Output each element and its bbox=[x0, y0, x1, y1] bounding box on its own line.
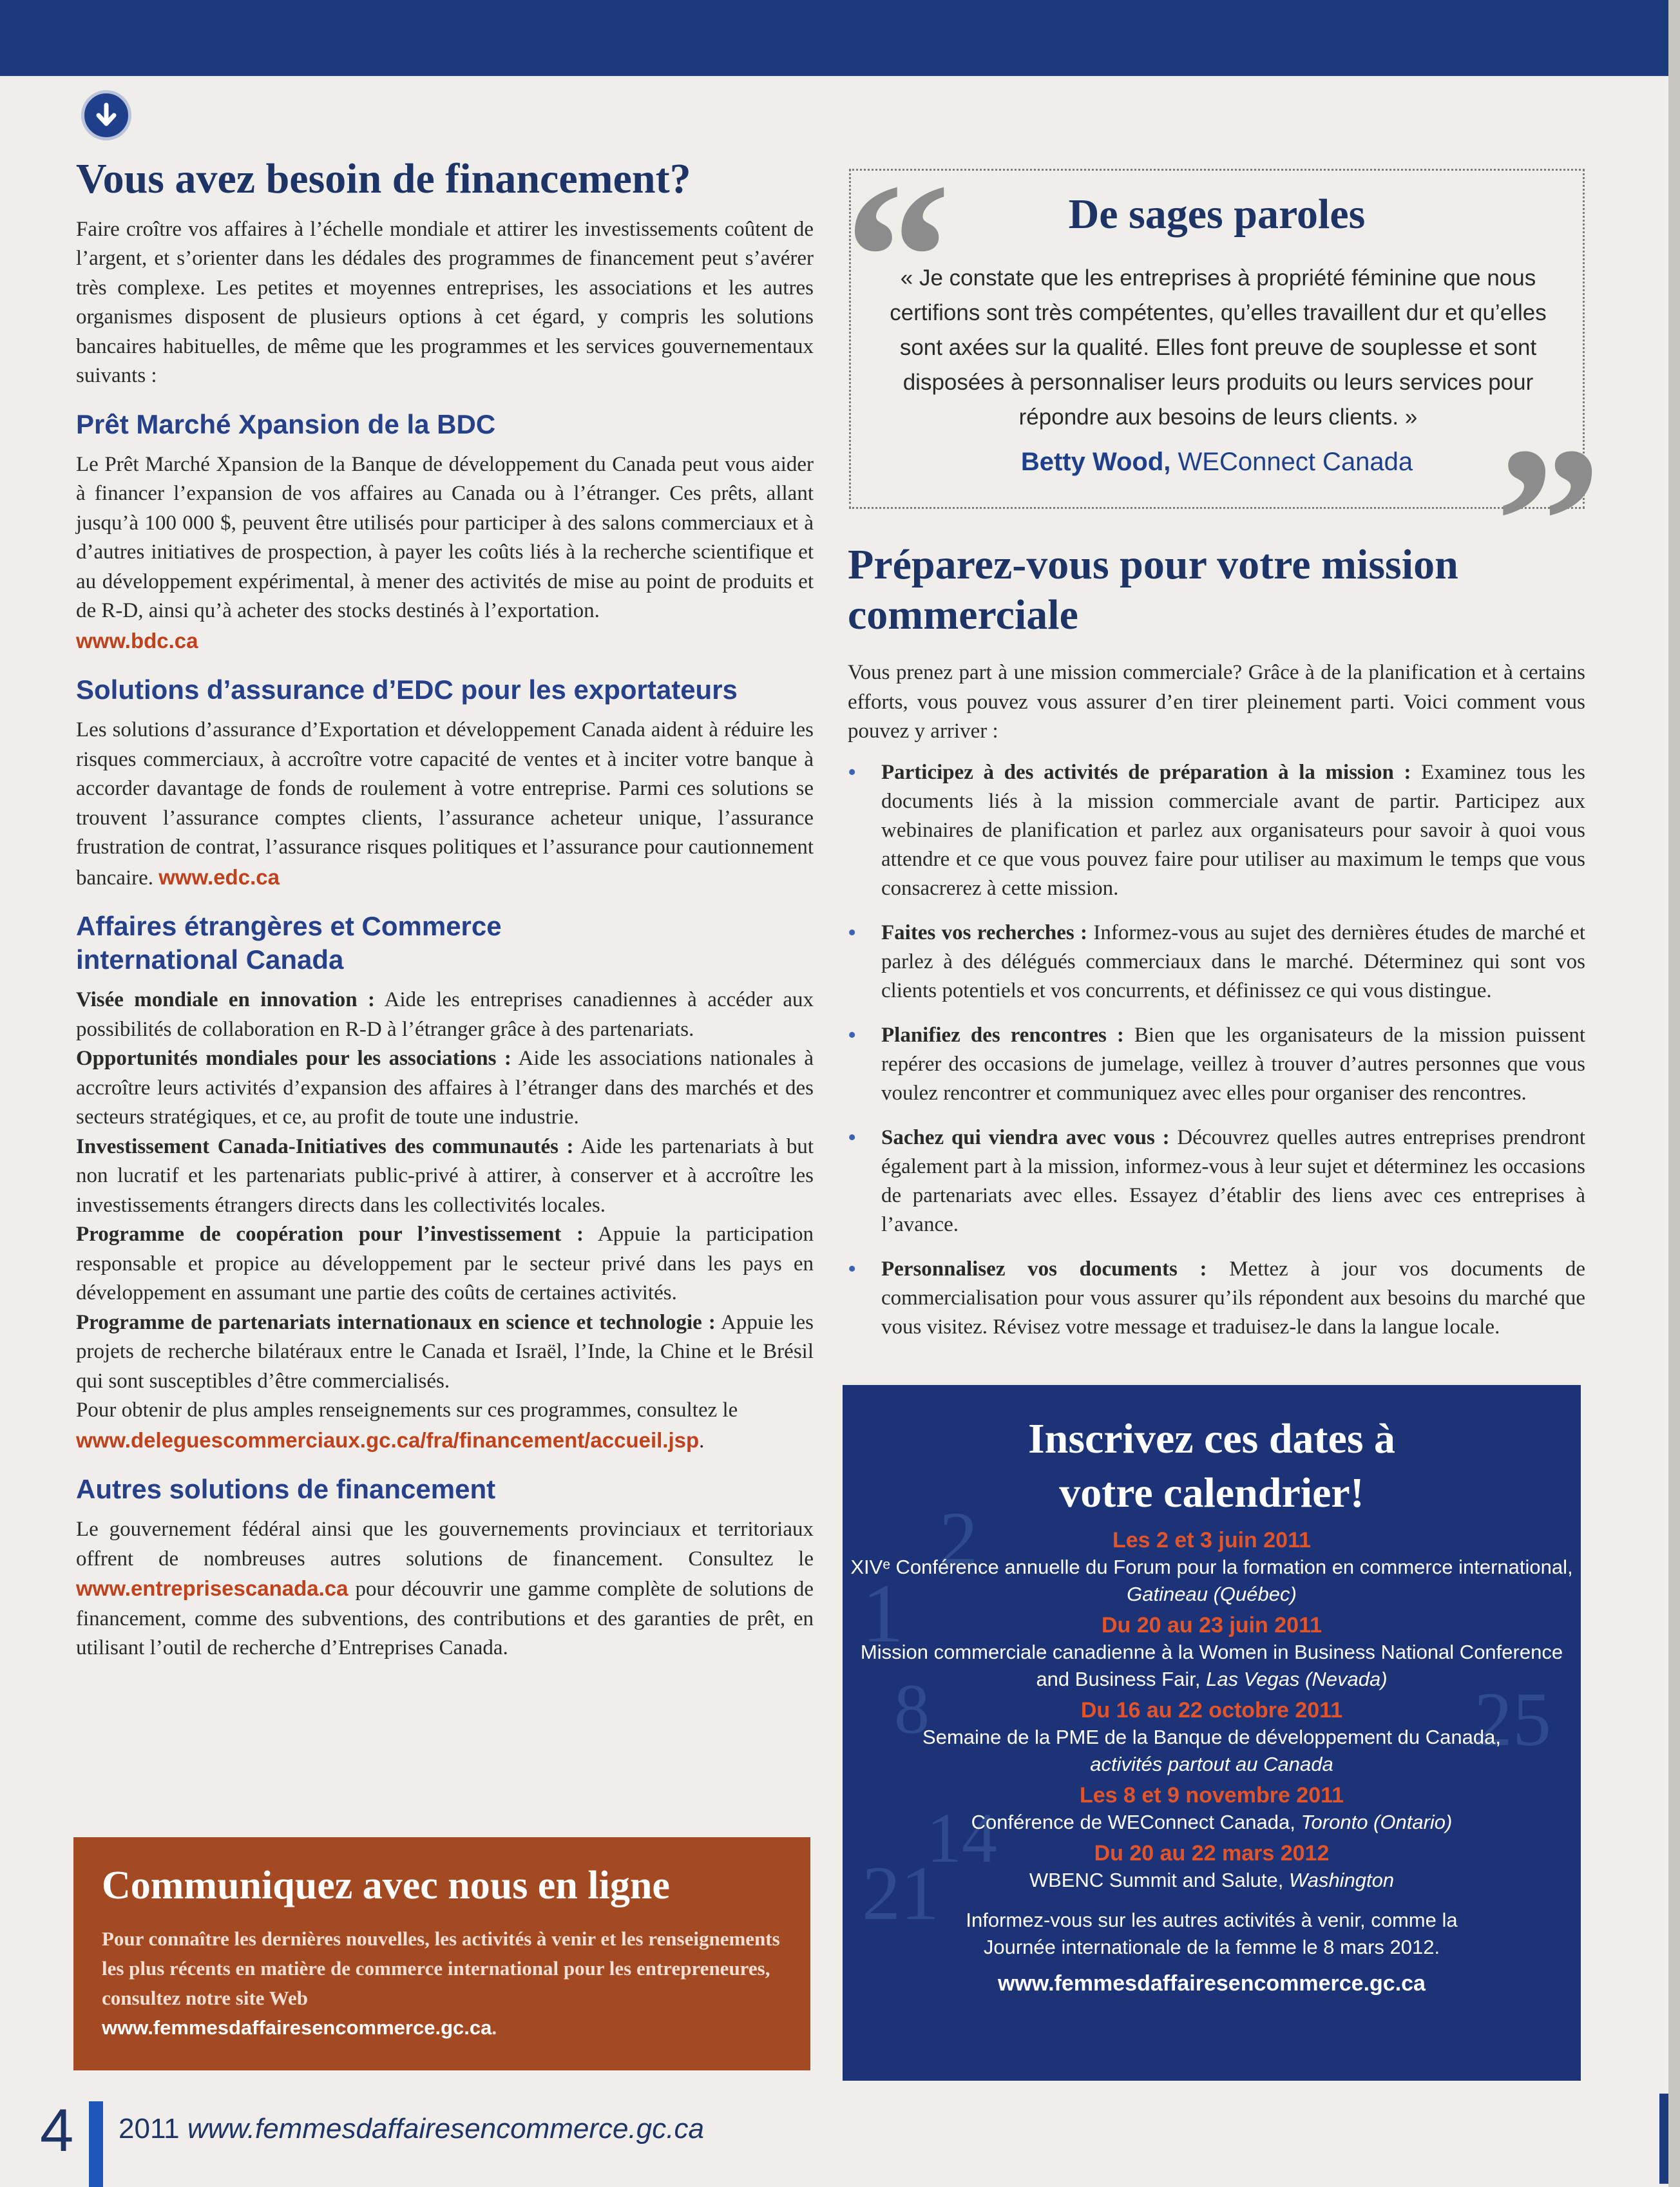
program-item: Investissement Canada-Initiatives des communautés : Aide les partenariats à but non lucratif et les partenariats public-privé à attirer, à conserver et à accroître les investissements étrangers directs dans les collectivités locales. bbox=[76, 1134, 814, 1217]
event-date: Du 16 au 22 octobre 2011 bbox=[1080, 1698, 1343, 1723]
program-item: Programme de partenariats internationaux en science et technologie : Appuie les projets de recherche bilatéraux entre le Canada et Israël, l’Inde, la Chine et le Brésil qui sont susceptibles d’être commercialisés. bbox=[76, 1310, 814, 1393]
financing-title: Vous avez besoin de financement? bbox=[76, 155, 691, 202]
open-quote-mark: “ bbox=[845, 140, 951, 375]
financing-intro: Faire croître vos affaires à l’échelle mondiale et attirer les investissements coûtent de l’argent, et s’orienter dans les dédales des programmes de financement peut s’avérer très complexe. Les petites et moyennes entreprises, les associations et les autres organismes disposent de plusieurs options à cet égard, y compris les solutions bancaires habituelles, de même que les programmes et les services gouvernementaux suivants : bbox=[76, 217, 814, 388]
event-date: Du 20 au 22 mars 2012 bbox=[1094, 1841, 1330, 1866]
canada-business-link[interactable]: www.entreprisescanada.ca bbox=[76, 1576, 348, 1601]
mission-intro: Vous prenez part à une mission commerciale? Grâce à de la planification et à certains efforts, vous pouvez vous assurer d’en tirer pleinement parti. Voici comment vous pouvez y arriver : bbox=[848, 661, 1585, 743]
mission-section bbox=[848, 540, 1585, 1357]
bdc-text: Le Prêt Marché Xpansion de la Banque de développement du Canada peut vous aider à financer l’expansion de vos affaires au Canada ou à l’étranger. Ces prêts, allant jusqu’à 100 000 $, peuvent être utilisés pour participer à des salons commerciaux et à d’autres initiatives de prospection, à payer les coûts liés à la recherche scientifique et au développement expérimental, à mener des activités de mise au point de produits et de R-D, ainsi qu’à acheter des stocks destinés à l’exportation. www.bdc.ca bbox=[76, 452, 814, 653]
trade-commissioner-link[interactable]: www.deleguescommerciaux.gc.ca/fra/financement/accueil.jsp bbox=[76, 1428, 700, 1452]
footer-divider bbox=[89, 2101, 103, 2187]
quote-author: Betty Wood, WEConnect Canada bbox=[1020, 448, 1413, 476]
tip-item: • Planifiez des rencontres : Bien que les organisateurs de la mission puissent repérer des occasions de jumelage, veillez à trouver d’autres personnes que vous voulez rencontrer et communiquez avec elles pour organiser des rencontres. bbox=[848, 1021, 1585, 1108]
tip-item: • Sachez qui viendra avec vous : Découvrez quelles autres entreprises prendront également part à la mission, informez-vous à leur sujet et déterminez les occasions de partenariats avec elles. Essayez d’établir des liens avec ces entreprises à l’avance. bbox=[848, 1123, 1585, 1239]
page-number: 4 bbox=[40, 2096, 74, 2164]
calendar-watermark-icon: 21 bbox=[862, 1850, 939, 1936]
footer-url-link[interactable]: www.femmesdaffairesencommerce.gc.ca bbox=[187, 2113, 704, 2144]
left-column bbox=[76, 155, 814, 1663]
top-banner bbox=[0, 0, 1668, 76]
close-quote-mark: ” bbox=[1495, 404, 1601, 639]
calendar-watermark-icon: 2 bbox=[939, 1496, 978, 1581]
contact-url-link[interactable]: www.femmesdaffairesencommerce.gc.ca bbox=[102, 2016, 492, 2039]
calendar-footnote: Informez-vous sur les autres activités à venir, comme la Journée internationale de la femme le 8 mars 2012. bbox=[966, 1909, 1458, 1958]
right-edge-tab bbox=[1659, 2094, 1668, 2184]
footer-text: 2011 www.femmesdaffairesencommerce.gc.ca bbox=[119, 2113, 704, 2144]
calendar-watermark-icon: 1 bbox=[862, 1567, 904, 1660]
more-info-text: Pour obtenir de plus amples renseignements sur ces programmes, consultez le www.deleguescommerciaux.gc.ca/fra/financement/accueil.jsp. bbox=[76, 1399, 738, 1453]
event-date: Les 8 et 9 novembre 2011 bbox=[1079, 1783, 1344, 1808]
page-spine-edge bbox=[1668, 0, 1680, 2187]
tip-item: • Personnalisez vos documents : Mettez à jour vos documents de commercialisation pour vous assurer qu’ils répondent aux besoins du marché que vous visitez. Révisez votre message et traduisez-le dans la langue locale. bbox=[848, 1255, 1585, 1342]
event-desc: XIVᵉ Conférence annuelle du Forum pour la formation en commerce international, Gatineau (Québec) bbox=[850, 1556, 1573, 1605]
calendar-watermark-icon: 8 bbox=[894, 1670, 930, 1748]
aecic-heading: Affaires étrangères et Commerce international Canada bbox=[76, 911, 502, 975]
edc-heading: Solutions d’assurance d’EDC pour les exportateurs bbox=[76, 674, 738, 705]
contact-box bbox=[73, 1837, 810, 2070]
tip-item: • Participez à des activités de préparation à la mission : Examinez tous les documents liés à la mission commerciale avant de partir. Participez aux webinaires de planification et parlez aux organisateurs pour savoir à quoi vous attendre et ce que vous pouvez faire pour utiliser au maximum le temps que vous consacrerez à cette mission. bbox=[848, 758, 1585, 903]
program-list bbox=[76, 986, 814, 1396]
quote-title: De sages paroles bbox=[1068, 191, 1366, 238]
bdc-link[interactable]: www.bdc.ca bbox=[76, 628, 198, 653]
calendar-watermark-icon: 25 bbox=[1474, 1676, 1551, 1762]
mission-tips bbox=[848, 758, 1585, 1342]
bdc-heading: Prêt Marché Xpansion de la BDC bbox=[76, 408, 496, 439]
calendar-watermark-icon: 14 bbox=[926, 1799, 997, 1877]
program-item: Visée mondiale en innovation : Aide les entreprises canadiennes à accéder aux possibilités de collaboration en R-D à l’étranger grâce à des partenariats. bbox=[76, 988, 814, 1041]
calendar-url-link[interactable]: www.femmesdaffairesencommerce.gc.ca bbox=[998, 1971, 1426, 1996]
program-item: Opportunités mondiales pour les associations : Aide les associations nationales à accroître leurs activités d’expansion des affaires à l’étranger dans des marchés et des secteurs stratégiques, et ce, au profit de toute une industrie. bbox=[76, 1047, 814, 1129]
other-financing-heading: Autres solutions de financement bbox=[76, 1474, 496, 1505]
contact-title: Communiquez avec nous en ligne bbox=[102, 1864, 670, 1907]
event-desc: WBENC Summit and Salute, Washington bbox=[1029, 1869, 1395, 1891]
event-date: Les 2 et 3 juin 2011 bbox=[1112, 1528, 1312, 1552]
tip-item: • Faites vos recherches : Informez-vous au sujet des dernières études de marché et parlez à des délégués commerciaux dans le marché. Déterminez qui sont vos clients potentiels et vos concurrents, et définissez ce qui vous distingue. bbox=[848, 919, 1585, 1006]
quote-text: « Je constate que les entreprises à propriété féminine que nous certifions sont très compétentes, qu’elles travaillent dur et qu’elles sont axées sur la qualité. Elles font preuve de souplesse et sont disposées à personnaliser leurs produits ou leurs services pour répondre aux besoins de leurs clients. » bbox=[890, 265, 1547, 430]
contact-text: Pour connaître les dernières nouvelles, les activités à venir et les renseignements les plus récents en matière de commerce international pour les entrepreneures, consultez notre site Web www.femmesdaffairesencommerce.gc.ca. bbox=[102, 1927, 780, 2039]
event-desc: Mission commerciale canadienne à la Women in Business National Conference and Business Fair, Las Vegas (Nevada) bbox=[860, 1641, 1563, 1690]
event-desc: Conférence de WEConnect Canada, Toronto (Ontario) bbox=[971, 1811, 1453, 1833]
edc-link[interactable]: www.edc.ca bbox=[158, 864, 280, 889]
program-item: Programme de coopération pour l’investissement : Appuie la participation responsable et propice au développement par le secteur privé dans les pays en développement en assumant une partie des coûts de certaines activités. bbox=[76, 1223, 814, 1305]
mission-title: Préparez-vous pour votre mission commerciale bbox=[848, 541, 1458, 638]
arrow-down-circle-icon[interactable] bbox=[81, 90, 131, 140]
edc-text: Les solutions d’assurance d’Exportation et développement Canada aident à réduire les risques commerciaux, à accroître votre capacité de ventes et à inciter votre banque à accorder davantage de fonds de roulement à votre entreprise. Parmi ces solutions se trouvent l’assurance comptes clients, l’assurance acheteur unique, l’assurance frustration de contrat, l’assurance risques politiques et l’assurance pour cautionnement bancaire. www.edc.ca bbox=[76, 718, 814, 890]
other-financing-text: Le gouvernement fédéral ainsi que les gouvernements provinciaux et territoriaux offrent de nombreuses autres solutions de financement. Consultez le www.entreprisescanada.ca pour découvrir une gamme complète de solutions de financement, comme des subventions, des contributions et des garanties de prêt, en utilisant l’outil de recherche d’Entreprises Canada. bbox=[76, 1518, 814, 1660]
calendar-box bbox=[843, 1385, 1581, 2081]
event-date: Du 20 au 23 juin 2011 bbox=[1101, 1613, 1322, 1638]
event-desc: Semaine de la PME de la Banque de développement du Canada, activités partout au Canada bbox=[922, 1726, 1501, 1775]
calendar-title: Inscrivez ces dates à votre calendrier! bbox=[1027, 1415, 1396, 1516]
